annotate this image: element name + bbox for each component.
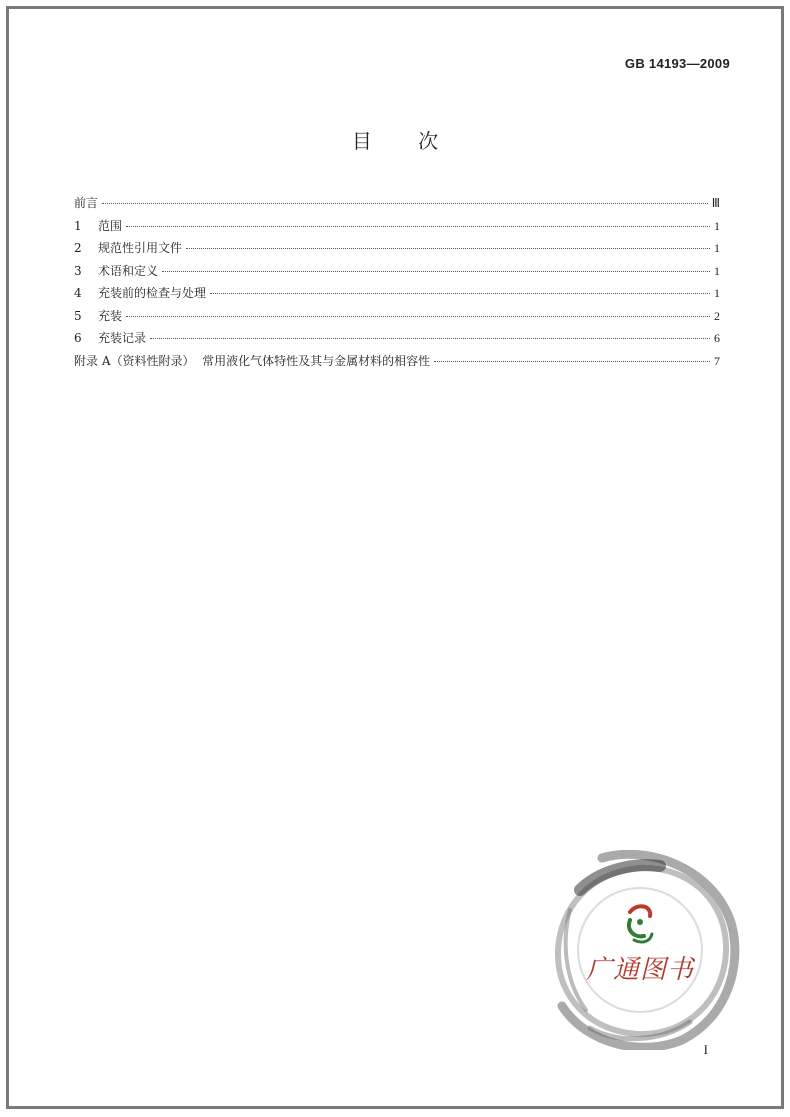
toc-leader-dots <box>126 316 710 317</box>
toc-number: 6 <box>74 331 82 345</box>
toc-row-appendix-a[interactable] <box>74 352 720 375</box>
publisher-seal-logo <box>540 850 740 1050</box>
svg-text:广通图书: 广通图书 <box>585 955 695 985</box>
toc-leader-dots <box>126 226 710 227</box>
page-number: I <box>703 1042 708 1057</box>
standard-number: GB 14193—2009 <box>624 56 730 71</box>
toc-leader-dots <box>150 338 710 339</box>
toc-page: 7 <box>714 353 720 368</box>
toc-page: 1 <box>714 241 720 255</box>
page-title: 目 次 <box>351 129 439 153</box>
toc-number: 1 <box>74 218 82 233</box>
table-of-contents <box>74 194 720 374</box>
toc-row-normative-references[interactable] <box>74 239 720 262</box>
toc-label: 附录 A（资料性附录） 常用液化气体特性及其与金属材料的相容性 <box>74 353 431 368</box>
toc-number: 4 <box>74 286 82 300</box>
toc-row-scope[interactable] <box>74 217 720 240</box>
toc-leader-dots <box>186 248 710 249</box>
toc-number: 3 <box>74 263 82 278</box>
toc-label: 术语和定义 <box>98 263 159 278</box>
toc-label: 充装前的检查与处理 <box>98 286 207 300</box>
toc-leader-dots <box>162 271 710 272</box>
toc-label: 范围 <box>98 218 123 233</box>
toc-row-terms-definitions[interactable] <box>74 262 720 285</box>
toc-row-filling-records[interactable] <box>74 329 720 352</box>
toc-page: 1 <box>714 218 720 233</box>
toc-page: 1 <box>714 286 720 300</box>
toc-row-pre-filling-inspection[interactable] <box>74 284 720 307</box>
toc-number: 5 <box>74 308 82 323</box>
toc-leader-dots <box>434 361 710 362</box>
toc-label: 规范性引用文件 <box>98 241 183 255</box>
toc-page: 2 <box>714 308 720 323</box>
toc-leader-dots <box>102 203 708 204</box>
toc-row-foreword[interactable] <box>74 194 720 217</box>
toc-label: 充装记录 <box>98 331 147 345</box>
toc-page: Ⅲ <box>711 196 720 210</box>
toc-page: 1 <box>714 263 720 278</box>
toc-leader-dots <box>210 293 710 294</box>
toc-label: 充装 <box>98 308 123 323</box>
toc-label: 前言 <box>74 196 99 210</box>
toc-row-filling[interactable] <box>74 307 720 330</box>
toc-page: 6 <box>714 331 720 345</box>
toc-number: 2 <box>74 241 82 255</box>
